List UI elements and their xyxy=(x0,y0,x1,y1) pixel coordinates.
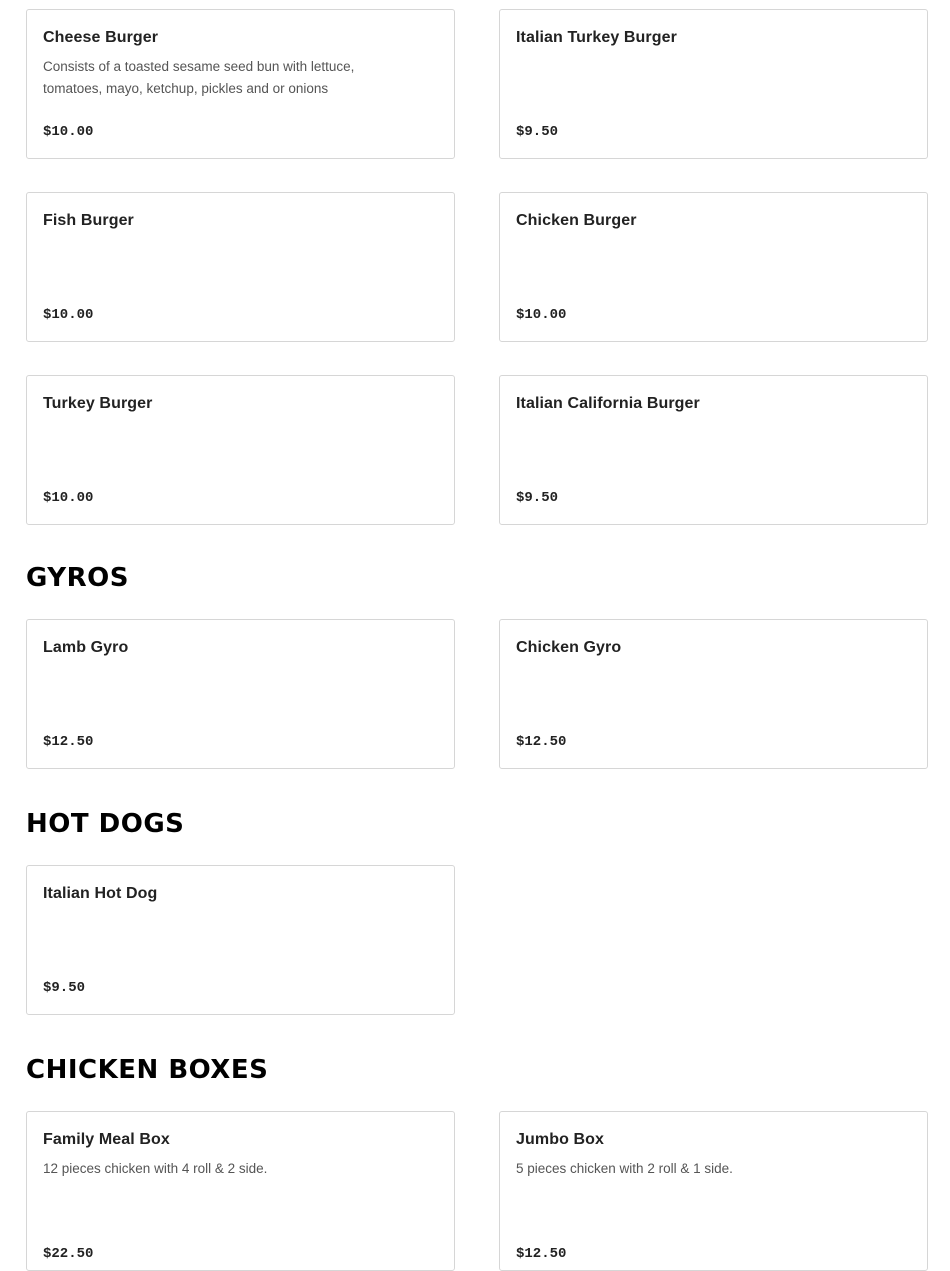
item-price: $9.50 xyxy=(43,980,86,996)
item-price: $22.50 xyxy=(43,1246,94,1262)
item-price: $12.50 xyxy=(516,1246,567,1262)
item-name: Italian Turkey Burger xyxy=(516,29,677,46)
section-title-chicken-boxes: CHICKEN BOXES xyxy=(26,1055,269,1085)
menu-item-card[interactable] xyxy=(499,1111,928,1271)
menu-item-card[interactable] xyxy=(499,192,928,342)
item-name: Chicken Burger xyxy=(516,212,637,229)
menu-item-card[interactable] xyxy=(26,865,455,1015)
item-price: $12.50 xyxy=(43,734,94,750)
menu-item-card[interactable] xyxy=(499,619,928,769)
item-price: $10.00 xyxy=(43,124,94,140)
item-description: 12 pieces chicken with 4 roll & 2 side. xyxy=(43,1161,268,1176)
menu-item-card[interactable] xyxy=(499,9,928,159)
item-name: Family Meal Box xyxy=(43,1131,170,1148)
menu-item-card[interactable] xyxy=(26,9,455,159)
menu-item-card[interactable] xyxy=(26,375,455,525)
item-price: $9.50 xyxy=(516,490,559,506)
item-price: $10.00 xyxy=(43,490,94,506)
menu-item-card[interactable] xyxy=(26,192,455,342)
item-description: Consists of a toasted sesame seed bun with lettuce, tomatoes, mayo, ketchup, pickles and or onions xyxy=(43,59,355,96)
section-title-hot-dogs: HOT DOGS xyxy=(26,809,185,839)
menu-item-card[interactable] xyxy=(26,619,455,769)
hot-dogs-grid xyxy=(26,865,928,1015)
item-price: $10.00 xyxy=(516,307,567,323)
item-name: Lamb Gyro xyxy=(43,639,129,656)
item-name: Chicken Gyro xyxy=(516,639,622,656)
item-description: 5 pieces chicken with 2 roll & 1 side. xyxy=(516,1161,733,1176)
chicken-boxes-grid xyxy=(26,1111,928,1271)
burgers-grid xyxy=(26,9,928,525)
item-price: $9.50 xyxy=(516,124,559,140)
item-name: Jumbo Box xyxy=(516,1131,605,1148)
item-name: Italian Hot Dog xyxy=(43,885,158,902)
item-price: $12.50 xyxy=(516,734,567,750)
item-name: Cheese Burger xyxy=(43,29,159,46)
item-name: Fish Burger xyxy=(43,212,134,229)
section-title-gyros: GYROS xyxy=(26,563,129,593)
gyros-grid xyxy=(26,619,928,769)
item-name: Turkey Burger xyxy=(43,395,153,412)
item-name: Italian California Burger xyxy=(516,395,700,412)
menu-item-card[interactable] xyxy=(26,1111,455,1271)
item-price: $10.00 xyxy=(43,307,94,323)
menu-item-card[interactable] xyxy=(499,375,928,525)
